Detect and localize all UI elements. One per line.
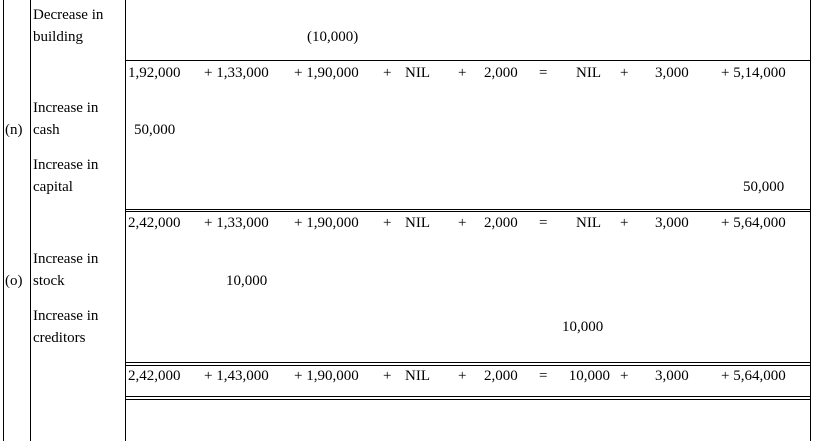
stock-balance: + 1,33,000 (204, 65, 269, 81)
equals-sign: = (539, 368, 548, 384)
cash-balance: 1,92,000 (128, 65, 181, 81)
debtors-balance: NIL (405, 368, 430, 384)
transaction-description-line1: Increase in (33, 157, 99, 173)
transaction-description-line1: Increase in (33, 308, 99, 324)
capital-balance: + 5,14,000 (721, 65, 786, 81)
capital-change-value: 50,000 (743, 179, 785, 195)
transaction-description-line2: creditors (33, 330, 86, 346)
column-divider-description (125, 0, 126, 441)
plus-sign: + (620, 215, 629, 231)
outstanding-balance: 3,000 (655, 215, 689, 231)
creditors-change-value: 10,000 (562, 319, 604, 335)
transaction-description-line2: building (33, 29, 84, 45)
building-balance: + 1,90,000 (294, 65, 359, 81)
prepaid-balance: 2,000 (484, 215, 518, 231)
plus-sign: + (620, 65, 629, 81)
debtors-balance: NIL (405, 215, 430, 231)
prepaid-balance: 2,000 (484, 65, 518, 81)
balance-3-bottom-rule (125, 396, 811, 397)
cash-change-value: 50,000 (134, 122, 176, 138)
balance-2-top-rule (125, 209, 811, 210)
stock-balance: + 1,43,000 (204, 368, 269, 384)
cash-balance: 2,42,000 (128, 368, 181, 384)
equals-sign: = (539, 65, 548, 81)
capital-balance: + 5,64,000 (721, 215, 786, 231)
plus-sign: + (383, 65, 392, 81)
balance-3-top-rule (125, 362, 811, 363)
prepaid-balance: 2,000 (484, 368, 518, 384)
stock-change-value: 10,000 (226, 273, 268, 289)
plus-sign: + (458, 368, 467, 384)
creditors-balance: NIL (576, 65, 601, 81)
transaction-description-line1: Decrease in (33, 7, 104, 23)
creditors-balance: 10,000 (568, 368, 610, 384)
plus-sign: + (383, 368, 392, 384)
cash-balance: 2,42,000 (128, 215, 181, 231)
building-balance: + 1,90,000 (294, 368, 359, 384)
plus-sign: + (620, 368, 629, 384)
outstanding-balance: 3,000 (655, 65, 689, 81)
transaction-description-line1: Increase in (33, 251, 99, 267)
building-change-value: (10,000) (307, 29, 359, 45)
plus-sign: + (383, 215, 392, 231)
transaction-description-line2: cash (33, 122, 60, 138)
plus-sign: + (458, 65, 467, 81)
transaction-description-line2: stock (33, 273, 65, 289)
balance-1-top-rule (125, 60, 811, 61)
transaction-description-line1: Increase in (33, 100, 99, 116)
plus-sign: + (458, 215, 467, 231)
stock-balance: + 1,33,000 (204, 215, 269, 231)
capital-balance: + 5,64,000 (721, 368, 786, 384)
transaction-label: (n) (5, 122, 23, 138)
table-left-border (3, 0, 4, 441)
outstanding-balance: 3,000 (655, 368, 689, 384)
equals-sign: = (539, 215, 548, 231)
table-right-border (810, 0, 811, 441)
column-divider-label (30, 0, 31, 441)
debtors-balance: NIL (405, 65, 430, 81)
transaction-label: (o) (5, 273, 23, 289)
transaction-description-line2: capital (33, 179, 73, 195)
building-balance: + 1,90,000 (294, 215, 359, 231)
balance-3-bottom-rule-double (125, 399, 811, 400)
creditors-balance: NIL (576, 215, 601, 231)
